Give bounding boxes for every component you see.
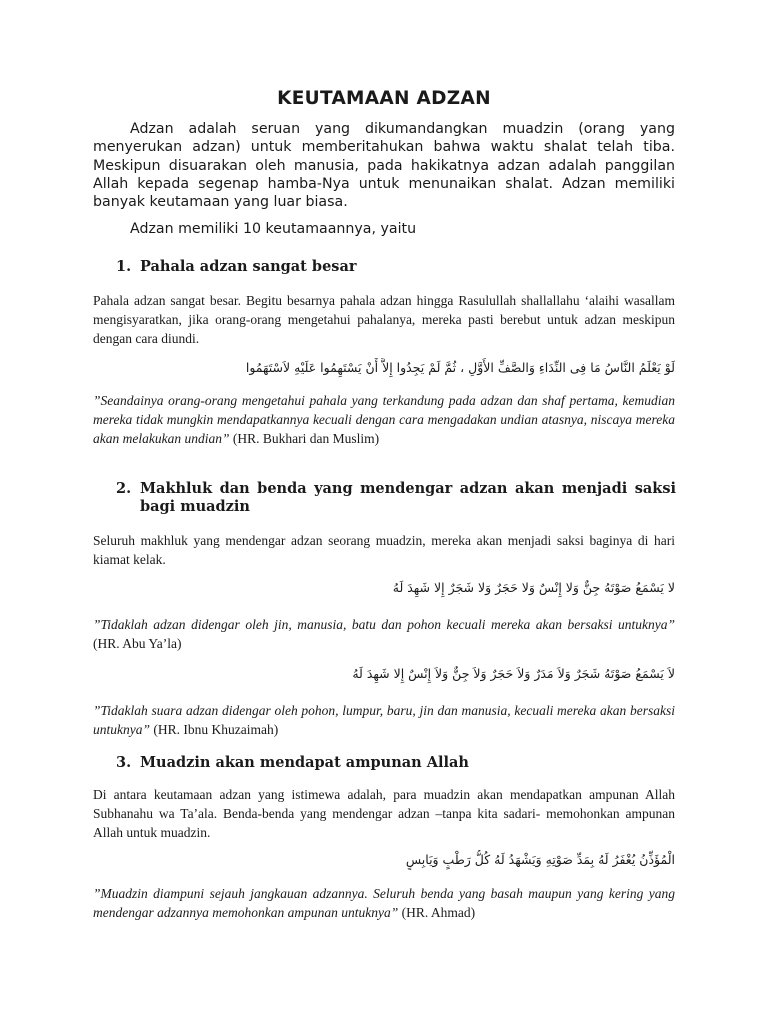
arabic-hadith: لَوْ يَعْلَمُ النَّاسُ مَا فِى النِّدَاءِ وَالصَّفِّ الأَوَّلِ ، ثُمَّ لَمْ يَجِدُوا إِلاَّ أَنْ يَسْتَهِمُوا عَلَيْهِ لاَسْتَهَمُوا: [245, 360, 675, 375]
arabic-hadith: الْمُؤَذِّنُ يُغْفَرُ لَهُ بِمَدِّ صَوْتِهِ وَيَشْهَدُ لَهُ كُلُّ رَطْبٍ وَيَابِسٍ: [405, 852, 675, 867]
hadith-source: (HR. Abu Ya’la): [93, 635, 182, 651]
arabic-hadith: لا يَسْمَعُ صَوْتَهُ جِنٌّ وَلا إِنْسٌ وَلا حَجَرٌ وَلا شَجَرٌ إِلا شَهِدَ لَهُ: [392, 580, 675, 595]
hadith-source: (HR. Ibnu Khuzaimah): [150, 721, 279, 737]
section-body-3: Di antara keutamaan adzan yang istimewa adalah, para muadzin akan mendapatkan ampunan Allah Subhanahu wa Ta’ala. Benda-benda yang mendengar adzan –tanpa kita sadari- memohonkan ampunan Allah untuk muadzin.: [93, 787, 675, 840]
section-number: 3.: [116, 754, 132, 771]
section-heading-1: [116, 258, 676, 276]
page-title: KEUTAMAAN ADZAN: [277, 88, 491, 109]
section-heading-2: [116, 480, 676, 516]
hadith-translation: [93, 392, 675, 448]
translation-text: ”Seandainya orang-orang mengetahui pahala yang terkandung pada adzan dan shaf pertama, kemudian mereka tidak mungkin mendapatkannya kecuali dengan cara mengadakan undian atasnya, niscaya mereka akan melakukan undian”: [93, 393, 675, 446]
hadith-source: (HR. Ahmad): [398, 904, 476, 920]
translation-text: ”Muadzin diampuni sejauh jangkauan adzannya. Seluruh benda yang basah maupun yang kering yang mendengar adzannya memohonkan ampunan untuknya”: [93, 886, 675, 920]
section-number: 1.: [116, 258, 132, 275]
hadith-translation: [93, 885, 675, 923]
hadith-translation: [93, 616, 675, 654]
section-number: 2.: [116, 480, 132, 497]
section-heading-text: Muadzin akan mendapat ampunan Allah: [140, 754, 469, 771]
section-body-2: Seluruh makhluk yang mendengar adzan seorang muadzin, mereka akan menjadi saksi baginya di hari kiamat kelak.: [93, 533, 675, 567]
section-heading-text: Makhluk dan benda yang mendengar adzan akan menjadi saksi bagi muadzin: [140, 480, 676, 515]
arabic-hadith: لاَ يَسْمَعُ صَوْتَهُ شَجَرٌ وَلاَ مَدَرٌ وَلاَ حَجَرٌ وَلاَ جِنٌّ وَلاَ إِنْسٌ إِلا شَهِدَ لَهُ: [352, 666, 675, 681]
section-body-1: Pahala adzan sangat besar. Begitu besarnya pahala adzan hingga Rasulullah shallallahu ‘alaihi wasallam mengisyaratkan, jika orang-orang mengetahui pahalanya, mereka pasti berebut untuk adzan meskipun dengan cara diundi.: [93, 293, 675, 346]
hadith-source: (HR. Bukhari dan Muslim): [229, 430, 380, 446]
intro-list-lead: Adzan memiliki 10 keutamaannya, yaitu: [130, 221, 417, 237]
section-heading-text: Pahala adzan sangat besar: [140, 258, 357, 275]
translation-text: ”Tidaklah adzan didengar oleh jin, manusia, batu dan pohon kecuali mereka akan bersaksi untuknya”: [93, 617, 675, 632]
intro-paragraph: Adzan adalah seruan yang dikumandangkan muadzin (orang yang menyerukan adzan) untuk memberitahukan bahwa waktu shalat telah tiba. Meskipun disuarakan oleh manusia, pada hakikatnya adzan adalah panggilan Allah kepada segenap hamba-Nya untuk menunaikan shalat. Adzan memiliki banyak keutamaan yang luar biasa.: [93, 121, 675, 211]
section-heading-3: [116, 754, 676, 772]
hadith-translation: [93, 702, 675, 740]
translation-text: ”Tidaklah suara adzan didengar oleh pohon, lumpur, baru, jin dan manusia, kecuali mereka akan bersaksi untuknya”: [93, 703, 675, 737]
